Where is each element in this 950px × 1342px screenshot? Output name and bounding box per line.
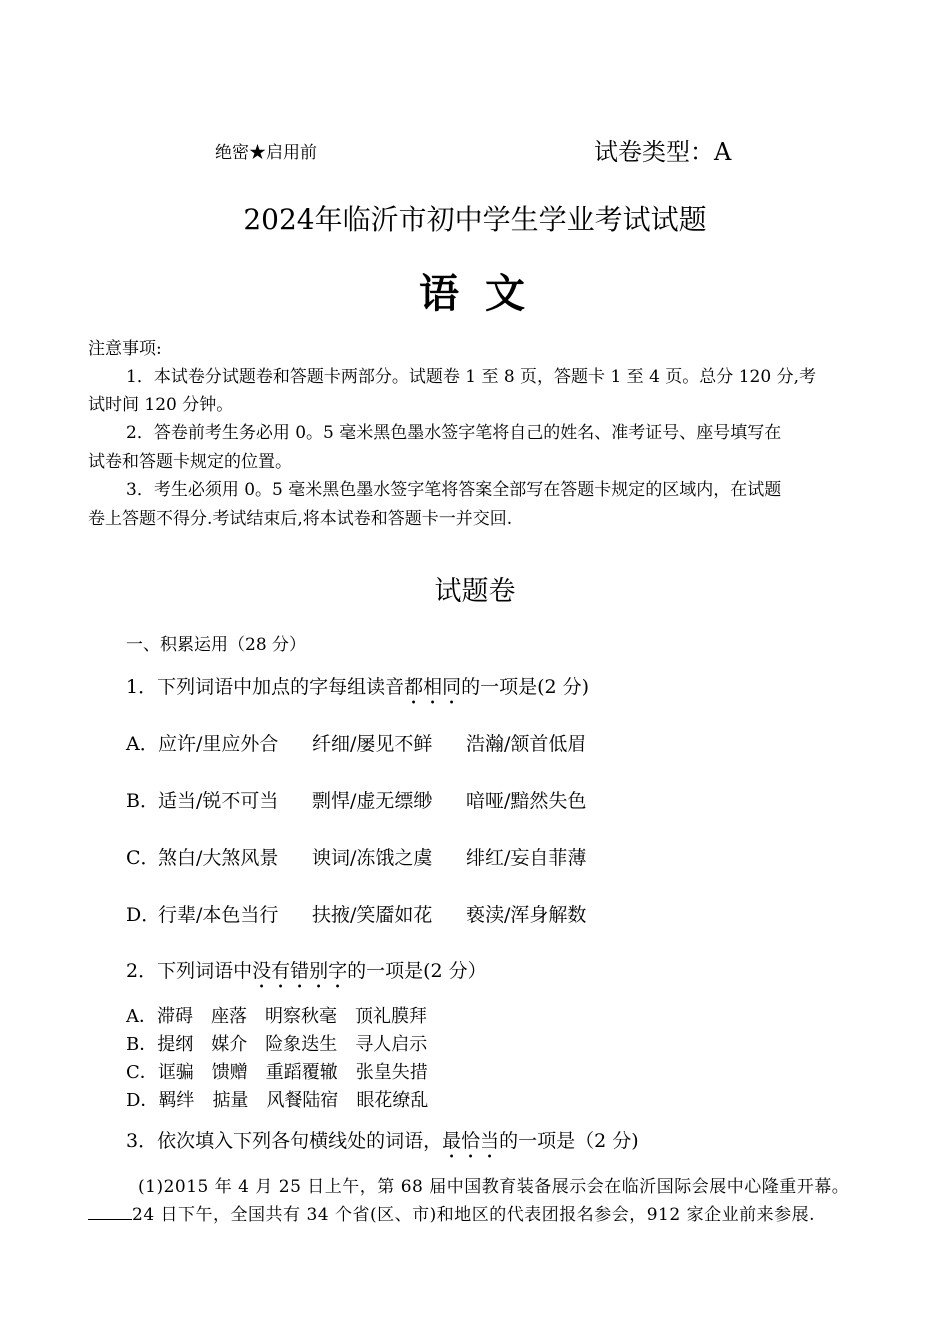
q3-passage-line-1: (1)2015 年 4 月 25 日上午，第 68 届中国教育装备展示会在临沂国际会展中心隆重开幕。 [138, 1177, 850, 1197]
note-2-line-2: 试卷和答题卡规定的位置。 [88, 452, 292, 472]
q2-option-b[interactable] [126, 1030, 445, 1056]
q1-option-word-1: 应许/里应外合 [158, 733, 279, 755]
q2-word: 馈赠 [211, 1062, 248, 1083]
q2-word: 眼花缭乱 [356, 1090, 429, 1111]
q1-option-word-2: 剽悍/虚无缥缈 [312, 790, 433, 812]
paper-type: 试卷类型：A [594, 138, 732, 166]
q2-word: 张皇失措 [355, 1062, 428, 1083]
q1-option-word-1: 适当/锐不可当 [158, 790, 279, 812]
q2-word: 滞碍 [157, 1006, 193, 1027]
part-1-heading: 一、积累运用（28 分） [126, 635, 307, 655]
notes-heading: 注意事项: [88, 339, 162, 359]
q2-option-a[interactable] [126, 1002, 445, 1028]
q1-stem-before: 1．下列词语中加点的字每组读音 [126, 676, 405, 698]
q2-word: 明察秋毫 [265, 1006, 337, 1027]
q2-word: 风餐陆宿 [266, 1090, 339, 1111]
q1-option-word-3: 浩瀚/颔首低眉 [466, 733, 587, 755]
q3-passage-line-2-text: 24 日下午，全国共有 34 个省(区、市)和地区的代表团报名参会，912 家企业前来参展. [132, 1205, 815, 1225]
q1-option-letter: B． [126, 790, 159, 812]
q1-option-letter: D． [126, 904, 161, 926]
q2-option-letter: A． [126, 1006, 157, 1027]
note-3-line-2: 卷上答题不得分.考试结束后,将本试卷和答题卡一并交回. [88, 509, 513, 529]
q2-option-letter: B． [126, 1034, 158, 1055]
secret-label: 绝密★启用前 [215, 143, 317, 163]
q2-word: 寻人启示 [355, 1034, 428, 1055]
q2-word: 重蹈覆辙 [265, 1062, 338, 1083]
q2-option-d[interactable] [126, 1086, 446, 1112]
q1-option-word-3: 绯红/妄自菲薄 [466, 847, 587, 869]
q2-option-c[interactable] [126, 1058, 446, 1084]
q2-stem [126, 956, 487, 993]
q2-word: 诓骗 [157, 1062, 194, 1083]
q2-option-letter: D． [126, 1090, 159, 1111]
q1-stem-dotted: 都相同 [404, 676, 462, 698]
q2-word: 媒介 [211, 1034, 248, 1055]
q1-option-word-2: 纤细/屡见不鲜 [312, 733, 433, 755]
section-title: 试题卷 [434, 576, 516, 607]
note-1-line-1: 1．本试卷分试题卷和答题卡两部分。试题卷 1 至 8 页，答题卡 1 至 4 页。总分 120 分,考 [126, 367, 816, 387]
q2-word: 顶礼膜拜 [355, 1006, 427, 1027]
q1-option-word-3: 喑哑/黯然失色 [466, 790, 587, 812]
q3-stem-dotted: 最恰当 [442, 1130, 500, 1152]
note-3-line-1: 3．考生必须用 0。5 毫米黑色墨水签字笔将答案全部写在答题卡规定的区域内，在试题 [126, 480, 782, 500]
q1-option-word-3: 亵渎/浑身解数 [466, 904, 587, 926]
q2-word: 掂量 [212, 1090, 249, 1111]
q1-option-word-1: 煞白/大煞风景 [158, 847, 279, 869]
q1-option-word-1: 行辈/本色当行 [158, 904, 279, 926]
q1-option-word-2: 谀词/冻饿之虞 [312, 847, 433, 869]
q1-option-letter: A． [126, 733, 159, 755]
q2-stem-dotted: 没有错别字 [252, 960, 348, 982]
q2-word: 提纲 [157, 1034, 194, 1055]
q3-stem-before: 3．依次填入下列各句横线处的词语， [126, 1130, 443, 1152]
q2-word: 险象迭生 [265, 1034, 338, 1055]
subject-title: 语 文 [419, 270, 531, 317]
q2-stem-after: 的一项是(2 分） [347, 960, 487, 982]
note-2-line-1: 2．答卷前考生务必用 0。5 毫米黑色墨水签字笔将自己的姓名、准考证号、座号填写在 [126, 423, 782, 443]
q1-stem-after: 的一项是(2 分) [461, 676, 590, 698]
q2-word: 羁绊 [158, 1090, 195, 1111]
exam-title: 2024年临沂市初中学生学业考试试题 [243, 203, 707, 236]
q2-option-letter: C． [126, 1062, 158, 1083]
fill-in-blank[interactable] [88, 1203, 132, 1220]
q1-option-word-2: 扶掖/笑靥如花 [312, 904, 433, 926]
q1-option-letter: C． [126, 847, 160, 869]
note-1-line-2: 试时间 120 分钟。 [88, 395, 234, 415]
q1-stem [126, 672, 589, 709]
q3-stem-after: 的一项是（2 分) [499, 1130, 639, 1152]
q3-passage-line-2 [88, 1200, 815, 1225]
q2-stem-before: 2．下列词语中 [126, 960, 253, 982]
q3-stem [126, 1126, 639, 1163]
q2-word: 座落 [211, 1006, 247, 1027]
